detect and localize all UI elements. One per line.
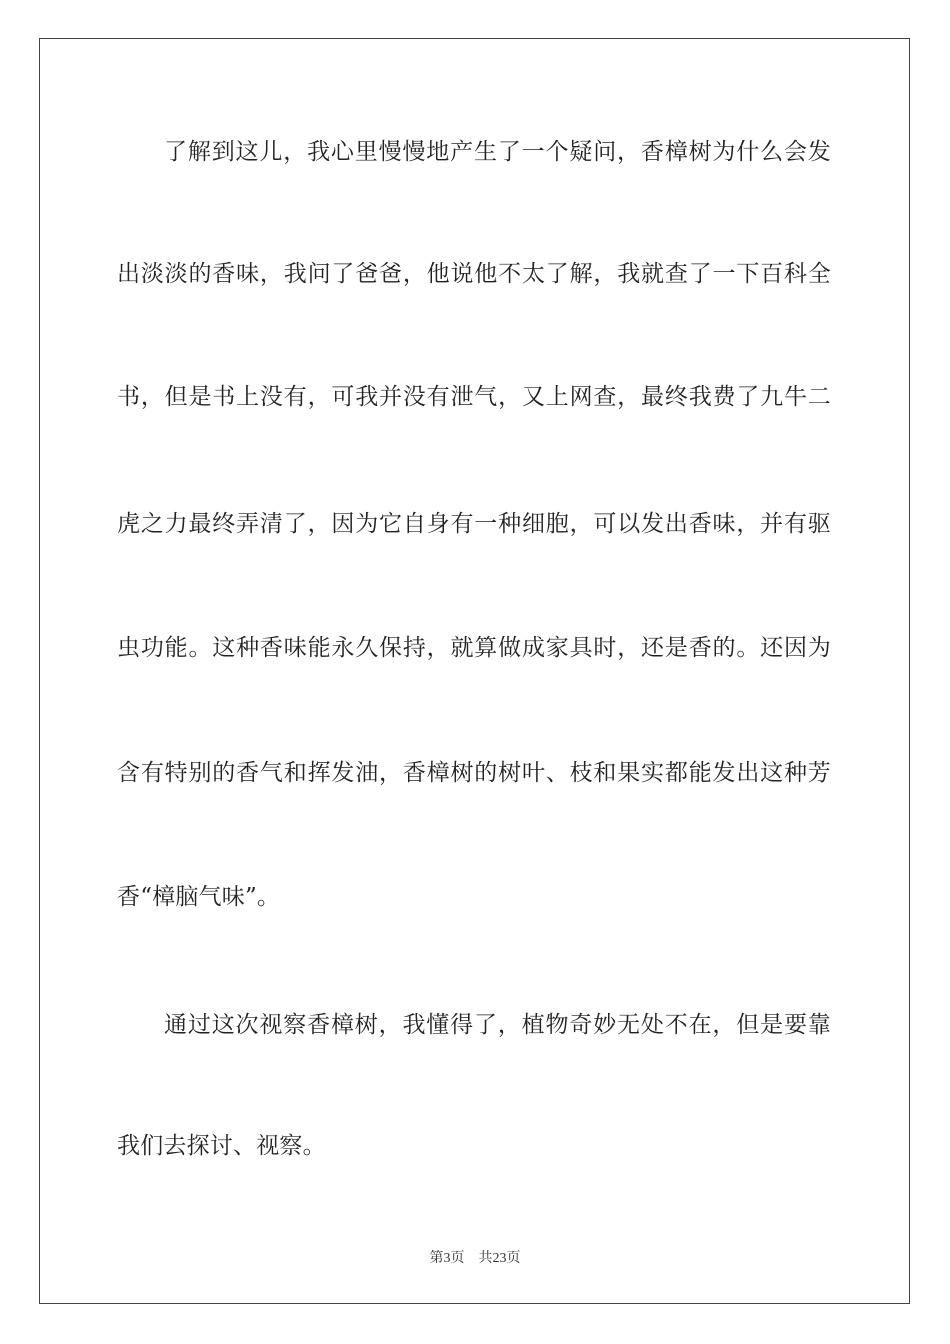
paragraph-1-line-7: 香“樟脑气味”。 [117,884,281,910]
page-total: 共23页 [478,1251,521,1266]
page-border [39,38,910,1304]
paragraph-1-line-1: 了解到这儿，我心里慢慢地产生了一个疑问，香樟树为什么会发 [164,139,831,165]
page-footer [0,1247,950,1267]
paragraph-1-line-4: 虎之力最终弄清了，因为它自身有一种细胞，可以发出香味，并有驱 [117,511,831,537]
paragraph-1-line-2: 出淡淡的香味，我问了爸爸，他说他不太了解，我就查了一下百科全 [117,261,831,287]
paragraph-2-line-2: 我们去探讨、视察。 [117,1133,326,1159]
paragraph-1-line-5: 虫功能。这种香味能永久保持，就算做成家具时，还是香的。还因为 [117,635,831,661]
page-number: 第3页 [429,1251,465,1266]
paragraph-1-line-3: 书，但是书上没有，可我并没有泄气，又上网查，最终我费了九牛二 [117,384,831,410]
paragraph-2-line-1: 通过这次视察香樟树，我懂得了，植物奇妙无处不在，但是要靠 [164,1012,831,1038]
paragraph-1-line-6: 含有特别的香气和挥发油，香樟树的树叶、枝和果实都能发出这种芳 [117,760,831,786]
